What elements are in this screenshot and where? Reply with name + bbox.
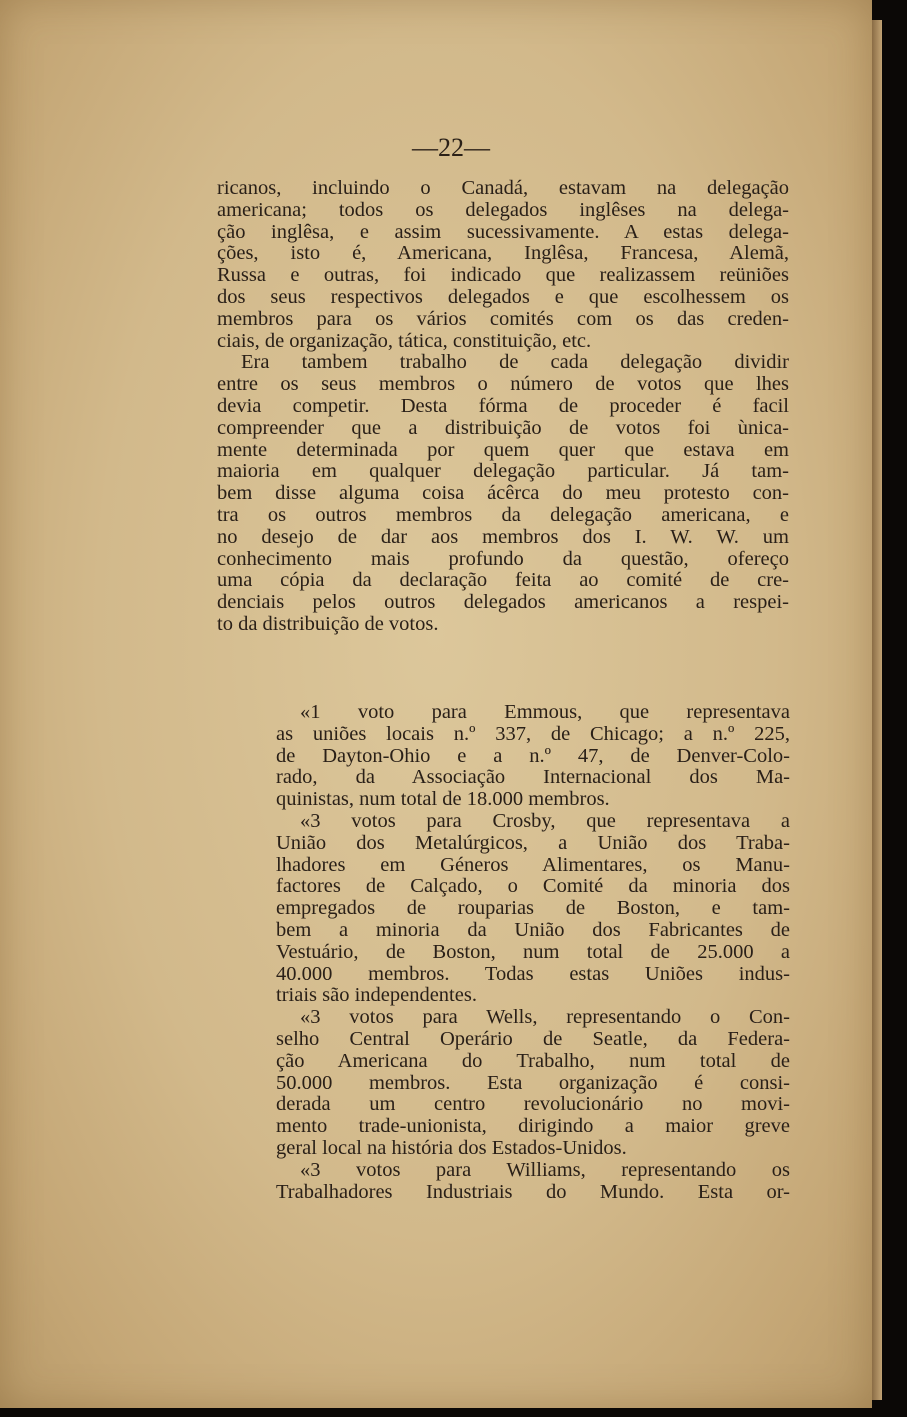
text-line: conhecimento mais profundo da questão, ofereço <box>217 547 789 570</box>
text-line: lhadores em Géneros Alimentares, os Manu- <box>276 853 790 876</box>
text-line: «3 votos para Crosby, que representava a <box>300 809 790 832</box>
text-line: ciais, de organização, tática, constituição, etc. <box>217 329 592 352</box>
text-line: americana; todos os delegados inglêses na delega- <box>217 198 789 221</box>
text-line: 40.000 membros. Todas estas Uniões indus- <box>276 962 790 985</box>
text-line: selho Central Operário de Seatle, da Federa- <box>276 1027 790 1050</box>
text-line: as uniões locais n.º 337, de Chicago; a n.º 225, <box>276 722 790 745</box>
text-line: ções, isto é, Americana, Inglêsa, Francesa, Alemã, <box>217 242 789 265</box>
text-line: de Dayton-Ohio e a n.º 47, de Denver-Colo- <box>276 744 790 767</box>
text-line: geral local na história dos Estados-Unidos. <box>276 1136 627 1159</box>
text-line: Trabalhadores Industriais do Mundo. Esta or- <box>276 1180 790 1203</box>
text-line: 50.000 membros. Esta organização é consi- <box>276 1071 790 1094</box>
text-line: tra os outros membros da delegação americana, e <box>217 503 789 526</box>
text-line: Vestuário, de Boston, num total de 25.000 a <box>276 940 790 963</box>
text-line: bem disse alguma coisa ácêrca do meu protesto con- <box>217 482 789 505</box>
text-line: Russa e outras, foi indicado que realizassem reüniões <box>217 264 789 287</box>
text-line: ção Americana do Trabalho, num total de <box>276 1049 790 1072</box>
text-line: ricanos, incluindo o Canadá, estavam na delegação <box>217 177 789 199</box>
text-line: «3 votos para Williams, representando os <box>300 1158 790 1181</box>
text-line: Era tambem trabalho de cada delegação dividir <box>241 351 789 374</box>
page-edge <box>872 20 882 1400</box>
text-line: to da distribuição de votos. <box>217 612 439 635</box>
text-line: derada um centro revolucionário no movi- <box>276 1093 790 1116</box>
main-paragraphs <box>217 178 789 636</box>
text-line: no desejo de dar aos membros dos I. W. W. um <box>217 525 789 548</box>
quoted-vote-list <box>276 702 790 1203</box>
page-number: —22— <box>412 133 490 162</box>
text-line: ção inglêsa, e assim sucessivamente. A estas delega- <box>217 220 789 243</box>
text-line: compreender que a distribuição de votos foi ùnica- <box>217 416 789 439</box>
text-line: mente determinada por quem quer que estava em <box>217 438 789 461</box>
text-line: denciais pelos outros delegados americanos a respei- <box>217 591 789 614</box>
text-line: devia competir. Desta fórma de proceder é facil <box>217 394 789 417</box>
text-line: «1 voto para Emmous, que representava <box>300 701 790 723</box>
text-line: «3 votos para Wells, representando o Con- <box>300 1006 790 1029</box>
text-line: triais são independentes. <box>276 984 477 1007</box>
text-line: rado, da Associação Internacional dos Ma- <box>276 766 790 789</box>
text-line: uma cópia da declaração feita ao comité de cre- <box>217 569 789 592</box>
text-line: empregados de rouparias de Boston, e tam- <box>276 897 790 920</box>
text-line: dos seus respectivos delegados e que escolhessem os <box>217 285 789 308</box>
text-line: entre os seus membros o número de votos que lhes <box>217 373 789 396</box>
text-line: membros para os vários comités com os das creden- <box>217 307 789 330</box>
text-line: maioria em qualquer delegação particular. Já tam- <box>217 460 789 483</box>
text-line: bem a minoria da União dos Fabricantes de <box>276 918 790 941</box>
text-line: quinistas, num total de 18.000 membros. <box>276 788 610 811</box>
text-line: mento trade-unionista, dirigindo a maior greve <box>276 1115 790 1138</box>
text-line: União dos Metalúrgicos, a União dos Traba- <box>276 831 790 854</box>
text-line: factores de Calçado, o Comité da minoria dos <box>276 875 790 898</box>
